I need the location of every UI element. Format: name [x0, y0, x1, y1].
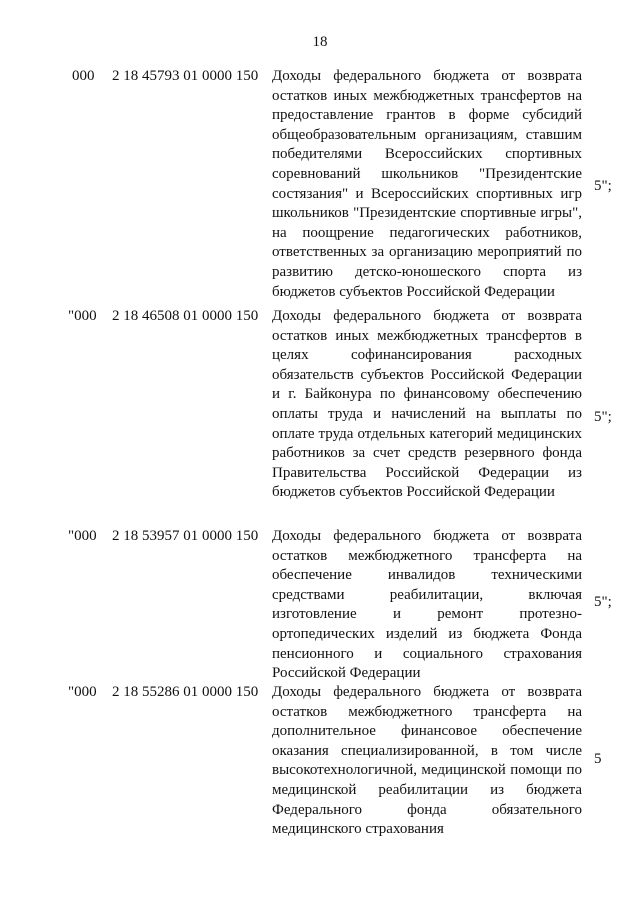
- row-description: Доходы федерального бюджета от возврата остатков иных межбюджетных трансфертов на предоставление грантов в форме субсидий общеобразовательным организациям, ставшим победителями Всероссийских спортивных соревнований школьников "Президентские состязания" и Всероссийских спортивных игр школьников "Президентские спортивные игры", на поощрение педагогических работников, ответственных за организацию мероприятий по развитию детско-юношеского спорта из бюджетов субъектов Российской Федерации: [272, 68, 582, 300]
- row-description: Доходы федерального бюджета от возврата остатков межбюджетного трансферта на обеспечение инвалидов техническими средствами реабилитации, включая изготовление и ремонт протезно-ортопедических изделий из бюджета Фонда пенсионного и социального страхования Российской Федерации: [272, 528, 582, 682]
- row-description: Доходы федерального бюджета от возврата остатков межбюджетного трансферта на дополнительное финансовое обеспечение оказания специализированной, в том числе высокотехнологичной, медицинской помощи по медицинской реабилитации из бюджета Федерального фонда обязательного медицинского страхования: [272, 684, 582, 838]
- row-value: 5";: [594, 409, 612, 425]
- row-value: 5";: [594, 178, 612, 194]
- row-description: Доходы федерального бюджета от возврата остатков иных межбюджетных трансфертов в целях софинансирования расходных обязательств субъектов Российской Федерации и г. Байконура по финансовому обеспечению оплаты труда и начислений на выплаты по оплате труда отдельных категорий медицинских работников за счет средств резервного фонда Правительства Российской Федерации из бюджетов субъектов Российской Федерации: [272, 308, 582, 501]
- row-prefix: "000: [68, 308, 97, 324]
- page-number: 18: [312, 34, 328, 50]
- row-prefix: 000: [72, 68, 95, 84]
- row-code: 2 18 53957 01 0000 150: [112, 528, 259, 544]
- row-value: 5";: [594, 594, 612, 610]
- row-value: 5: [594, 751, 602, 767]
- row-code: 2 18 55286 01 0000 150: [112, 684, 259, 700]
- row-code: 2 18 45793 01 0000 150: [112, 68, 259, 84]
- row-code: 2 18 46508 01 0000 150: [112, 308, 259, 324]
- row-prefix: "000: [68, 528, 97, 544]
- row-prefix: "000: [68, 684, 97, 700]
